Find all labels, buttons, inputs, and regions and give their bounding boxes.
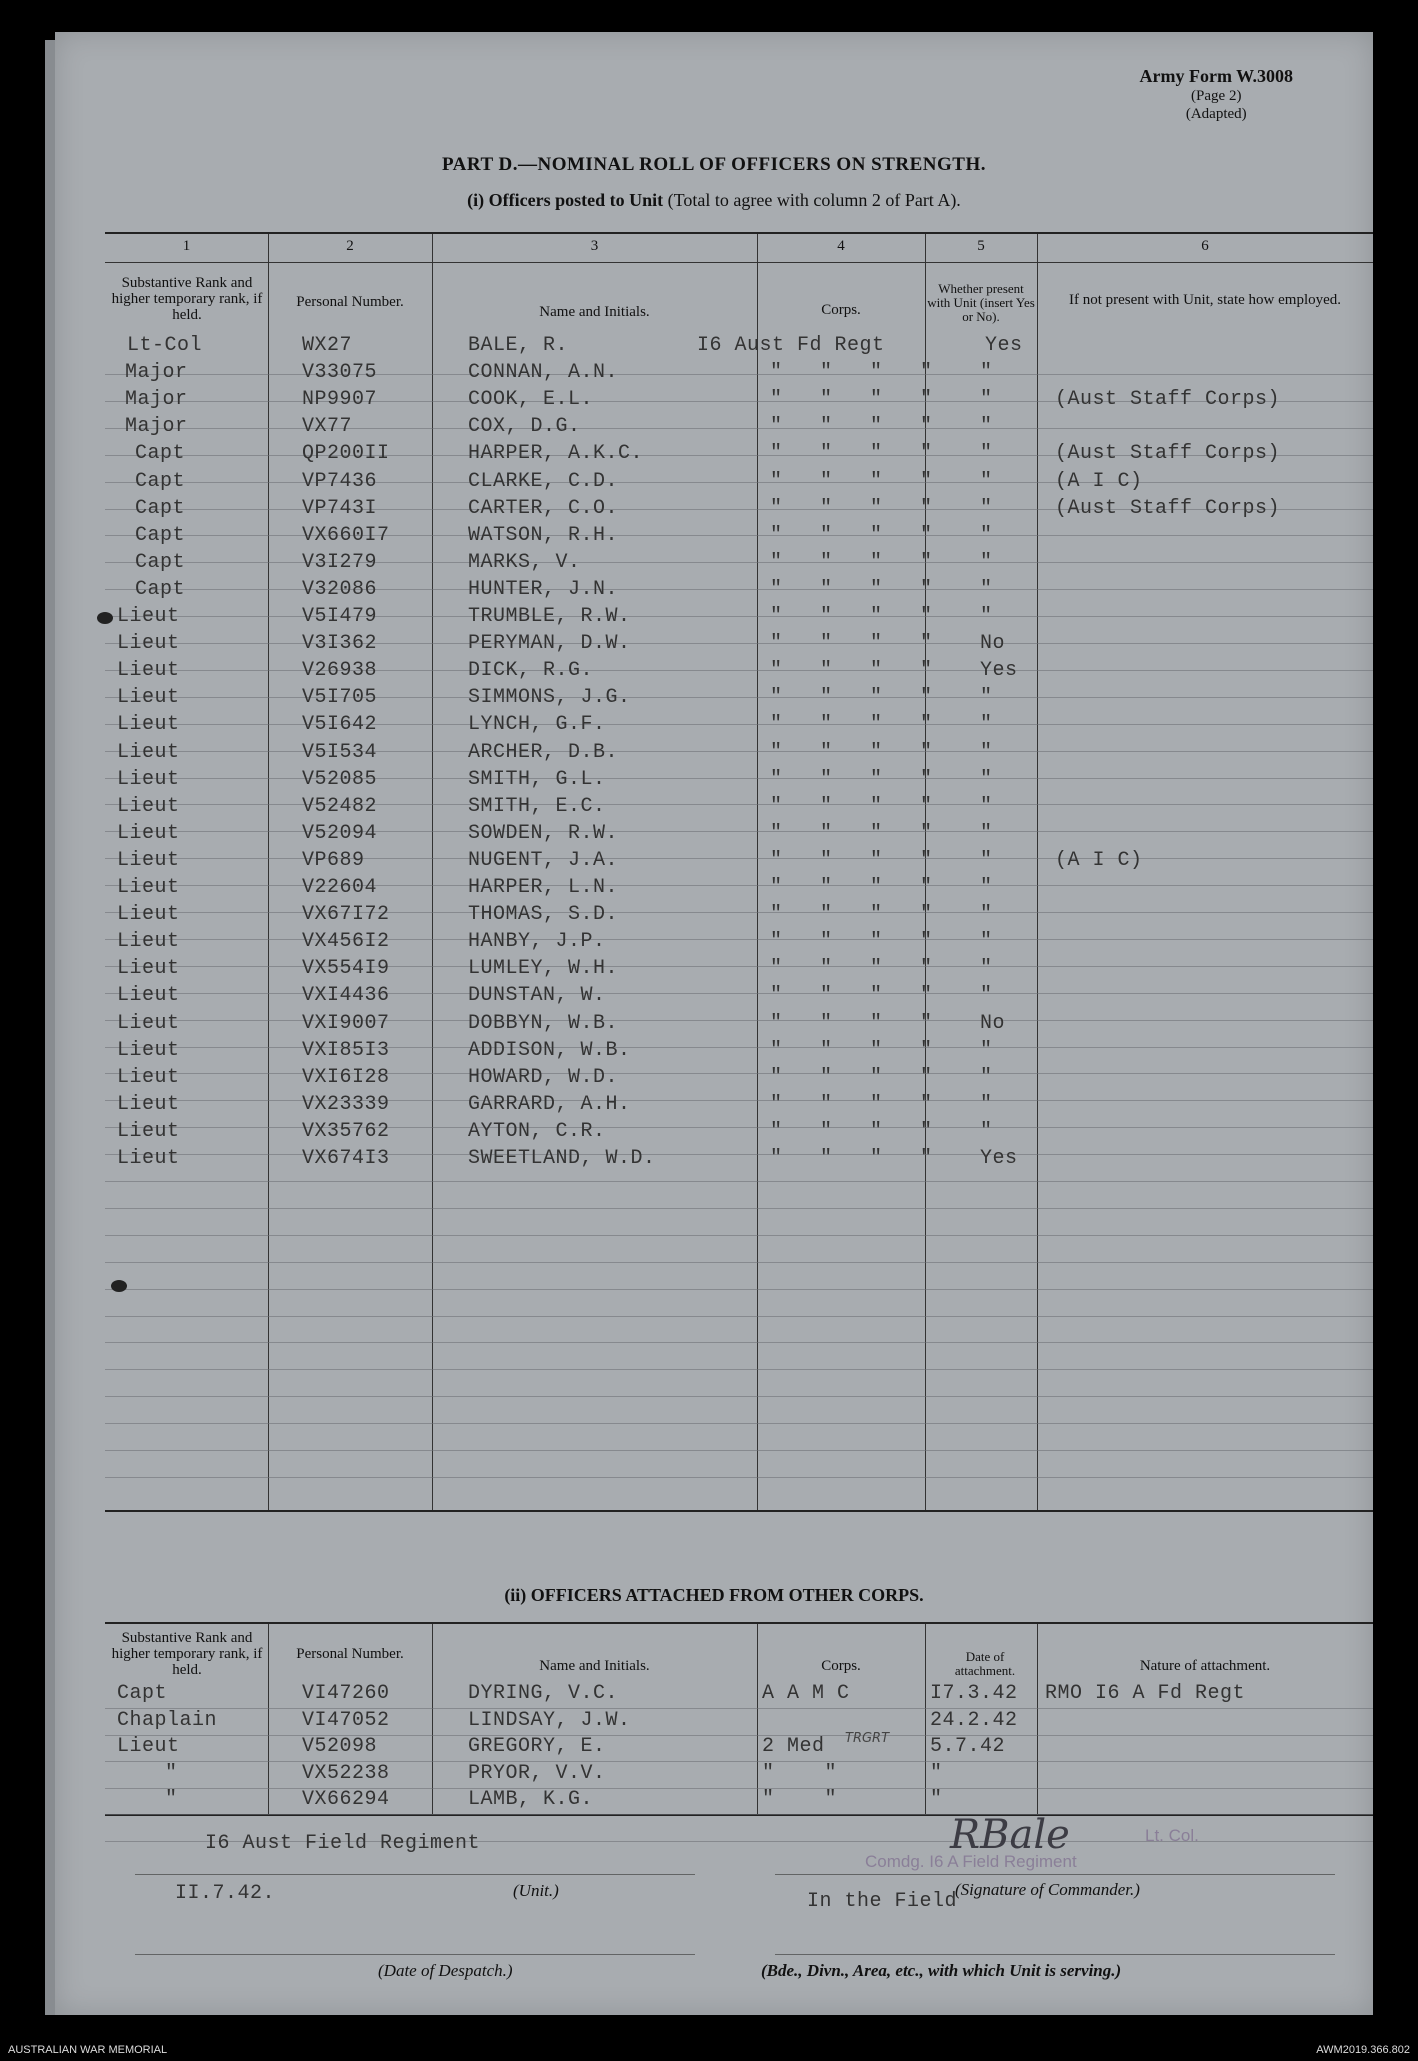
table1-row-rule	[105, 1181, 1373, 1182]
table1-col-divider	[268, 234, 269, 1510]
officer-corps: " " " "	[770, 442, 933, 466]
attached-rank: Capt	[117, 1682, 168, 1705]
table2-row-rule	[105, 1708, 1373, 1709]
officer-number: VP689	[302, 848, 365, 872]
officer-present: "	[980, 686, 993, 710]
col-head-present: Whether present with Unit (insert Yes or No).	[927, 281, 1035, 324]
table2-row-rule	[105, 1788, 1373, 1789]
attached-rank: Lieut	[117, 1735, 180, 1758]
table2-row-rule	[105, 1735, 1373, 1736]
table2-row-rule	[105, 1814, 1373, 1815]
officer-corps: " " " "	[770, 767, 933, 791]
officer-number: V5I705	[302, 686, 378, 710]
officer-corps: " " " "	[770, 388, 933, 412]
table1-col-divider	[757, 234, 758, 1510]
officer-present: "	[980, 361, 993, 385]
officer-employment-note: (A I C)	[1055, 469, 1143, 493]
table2-col-divider	[432, 1624, 433, 1814]
officer-name: PERYMAN, D.W.	[468, 632, 631, 656]
officer-name: SWEETLAND, W.D.	[468, 1147, 656, 1170]
officer-name: COX, D.G.	[468, 415, 581, 439]
officer-present: "	[980, 1065, 993, 1089]
table1-row-rule	[105, 562, 1373, 563]
table1-row-rule	[105, 697, 1373, 698]
officer-name: NUGENT, J.A.	[468, 848, 619, 872]
officer-number: VX77	[302, 415, 353, 439]
table1-row-rule	[105, 1020, 1373, 1021]
officer-number: VXI9007	[302, 1011, 390, 1035]
officer-rank: Lieut	[117, 794, 180, 818]
officer-rank: Lieut	[117, 767, 180, 791]
officer-rank: Lieut	[117, 1147, 180, 1170]
table1-col-divider	[432, 234, 433, 1510]
officer-number: VX67I72	[302, 903, 390, 927]
officer-present: "	[980, 876, 993, 899]
table1-row-rule	[105, 428, 1373, 429]
officer-present: "	[980, 957, 993, 981]
table1-row-rule	[105, 482, 1373, 483]
officer-present: No	[980, 1011, 1006, 1035]
officer-number: VP743I	[302, 496, 378, 520]
officer-rank: Lieut	[117, 1092, 180, 1116]
officer-present: "	[980, 821, 993, 845]
table2-col-divider	[925, 1624, 926, 1814]
table1-row-rule	[105, 1127, 1373, 1128]
attached-date: 24.2.42	[930, 1708, 1018, 1732]
attached-rank: "	[165, 1761, 178, 1785]
officer-number: V26938	[302, 659, 378, 683]
table1-row-rule	[105, 804, 1373, 805]
table1-row-rule	[105, 1100, 1373, 1101]
officer-present: "	[980, 794, 993, 818]
form-adapted: (Adapted)	[1185, 106, 1247, 122]
attached-name: PRYOR, V.V.	[468, 1761, 606, 1785]
officer-name: SIMMONS, J.G.	[468, 686, 631, 710]
officer-corps: " " " "	[770, 984, 933, 1008]
officer-name: THOMAS, S.D.	[468, 903, 619, 927]
officer-corps: " " " "	[770, 577, 933, 601]
officer-present: "	[980, 1038, 993, 1062]
officer-name: HOWARD, W.D.	[468, 1065, 619, 1089]
officer-corps: " " " "	[770, 957, 933, 981]
attached-number: V52098	[302, 1735, 378, 1758]
attached-date: "	[930, 1788, 943, 1811]
table1-row-rule	[105, 751, 1373, 752]
officer-present: "	[980, 496, 993, 520]
col-number-5: 5	[977, 238, 985, 254]
officer-corps: " " " "	[770, 523, 933, 547]
officer-present: "	[980, 550, 993, 574]
table1-row-rule	[105, 670, 1373, 671]
stamp-rank: Lt. Col.	[1145, 1826, 1199, 1845]
officer-name: DICK, R.G.	[468, 659, 594, 683]
officer-name: HARPER, A.K.C.	[468, 442, 644, 466]
officer-rank: Lieut	[117, 957, 180, 981]
officer-number: V5I479	[302, 605, 378, 628]
officer-corps: " " " "	[770, 713, 933, 737]
attached-corps: 2 Med	[762, 1735, 825, 1758]
table1-row-rule	[105, 831, 1373, 832]
officer-present: Yes	[980, 1147, 1018, 1170]
officer-present: "	[980, 930, 993, 954]
officer-rank: Capt	[135, 550, 186, 574]
officer-name: SMITH, G.L.	[468, 767, 606, 791]
officer-name: ADDISON, W.B.	[468, 1038, 631, 1062]
page-title: PART D.—NOMINAL ROLL OF OFFICERS ON STRENGTH.	[441, 154, 987, 175]
officer-name: MARKS, V.	[468, 550, 581, 574]
officer-corps: " " " "	[770, 794, 933, 818]
corps-handwritten-note: TRGRT	[845, 1731, 890, 1746]
officer-rank: Lieut	[117, 848, 180, 872]
table1-row-rule	[105, 1450, 1373, 1451]
unit-value: I6 Aust Field Regiment	[205, 1832, 481, 1855]
officer-present: "	[980, 415, 993, 439]
officer-corps: " " " "	[770, 848, 933, 872]
officer-number: V52482	[302, 794, 378, 818]
date-value: II.7.42.	[175, 1882, 276, 1905]
t2-head-rank: Substantive Rank and higher temporary rank, if held.	[111, 1630, 263, 1678]
credit-right: AWM2019.366.802	[1316, 2044, 1410, 2056]
col-head-name: Name and Initials.	[539, 304, 650, 320]
attached-corps: " "	[762, 1761, 838, 1785]
attached-rank: Chaplain	[117, 1708, 218, 1732]
col-head-employed: If not present with Unit, state how employed.	[1068, 292, 1342, 308]
location-underline	[775, 1954, 1335, 1955]
officer-corps: " " " "	[770, 1147, 933, 1170]
officer-rank: Major	[125, 361, 188, 385]
officer-corps: " " " "	[770, 740, 933, 764]
officer-name: HANBY, J.P.	[468, 930, 606, 954]
officer-present: "	[980, 903, 993, 927]
officer-number: V5I534	[302, 740, 378, 764]
officer-name: AYTON, C.R.	[468, 1119, 606, 1143]
table2-col-divider	[1037, 1624, 1038, 1814]
attached-corps: " "	[762, 1788, 838, 1811]
table1-row-rule	[105, 1289, 1373, 1290]
officer-rank: Capt	[135, 577, 186, 601]
officer-number: VXI4436	[302, 984, 390, 1008]
section-subtitle	[55, 190, 1373, 211]
officer-present: "	[980, 523, 993, 547]
table2-col-divider	[757, 1624, 758, 1814]
table1-row-rule	[105, 993, 1373, 994]
officer-number: VX674I3	[302, 1147, 390, 1170]
officer-rank: Lieut	[117, 1011, 180, 1035]
officer-name: BALE, R.	[468, 334, 569, 357]
officer-name: GARRARD, A.H.	[468, 1092, 631, 1116]
col-head-corps: Corps.	[821, 302, 861, 318]
officer-corps: " " " "	[770, 1065, 933, 1089]
t2-head-corps: Corps.	[821, 1658, 861, 1674]
officer-corps: " " " "	[770, 659, 933, 683]
table1-col-divider	[1037, 234, 1038, 1510]
table1-row-rule	[105, 724, 1373, 725]
subtitle-bold: (i) Officers posted to Unit	[467, 190, 664, 210]
officer-rank: Capt	[135, 469, 186, 493]
officer-number: VX456I2	[302, 930, 390, 954]
table1-row-rule	[105, 643, 1373, 644]
attached-name: LINDSAY, J.W.	[468, 1708, 631, 1732]
punch-hole	[97, 612, 113, 624]
officer-number: VXI85I3	[302, 1038, 390, 1062]
officer-present: "	[980, 767, 993, 791]
officer-number: V3I279	[302, 550, 378, 574]
t2-head-name: Name and Initials.	[539, 1658, 650, 1674]
table1-row-rule	[105, 1073, 1373, 1074]
commander-signature: RBale	[950, 1812, 1070, 1858]
t2-head-personal: Personal Number.	[296, 1646, 404, 1662]
officer-name: DOBBYN, W.B.	[468, 1011, 619, 1035]
officer-rank: Lieut	[117, 740, 180, 764]
officer-name: TRUMBLE, R.W.	[468, 605, 631, 628]
officer-number: VX554I9	[302, 957, 390, 981]
officer-employment-note: (Aust Staff Corps)	[1055, 388, 1281, 412]
table1-row-rule	[105, 1316, 1373, 1317]
officer-present: No	[980, 632, 1006, 656]
table1-row-rule	[105, 1208, 1373, 1209]
officer-corps: " " " "	[770, 469, 933, 493]
location-value: In the Field	[807, 1890, 958, 1913]
officer-rank: Lieut	[117, 984, 180, 1008]
table1-row-rule	[105, 1477, 1373, 1478]
officer-corps: " " " "	[770, 903, 933, 927]
officer-present: "	[980, 984, 993, 1008]
officer-rank: Capt	[135, 523, 186, 547]
officer-corps: " " " "	[770, 415, 933, 439]
officer-number: VXI6I28	[302, 1065, 390, 1089]
table1-top-border	[105, 232, 1373, 234]
table1-row-rule	[105, 1047, 1373, 1048]
stamp-command-line: Comdg. I6 A Field Regiment	[865, 1852, 1077, 1871]
officer-employment-note: (A I C)	[1055, 848, 1143, 872]
officer-corps: " " " "	[770, 686, 933, 710]
table2-top-border	[105, 1622, 1373, 1624]
officer-number: V32086	[302, 577, 378, 601]
officer-number: V52094	[302, 821, 378, 845]
signature-label: (Signature of Commander.)	[955, 1880, 1140, 1899]
officer-number: V33075	[302, 361, 378, 385]
officer-name: HARPER, L.N.	[468, 876, 619, 899]
officer-corps: " " " "	[770, 930, 933, 954]
officer-name: SOWDEN, R.W.	[468, 821, 619, 845]
t2-head-date: Date of attachment.	[954, 1649, 1016, 1678]
subtitle-rest: (Total to agree with column 2 of Part A).	[663, 190, 961, 210]
officer-present: "	[980, 848, 993, 872]
unit-underline	[135, 1874, 695, 1875]
officer-name: CARTER, C.O.	[468, 496, 619, 520]
table1-row-rule	[105, 912, 1373, 913]
officer-rank: Lieut	[117, 713, 180, 737]
officer-name: LYNCH, G.F.	[468, 713, 606, 737]
officer-rank: Lieut	[117, 930, 180, 954]
officer-name: HUNTER, J.N.	[468, 577, 619, 601]
date-label: (Date of Despatch.)	[378, 1961, 513, 1980]
officer-present: Yes	[980, 659, 1018, 683]
officer-corps: " " " "	[770, 496, 933, 520]
officer-rank: Major	[125, 388, 188, 412]
officer-present: Yes	[985, 334, 1023, 357]
table1-row-rule	[105, 1235, 1373, 1236]
attached-number: VX52238	[302, 1761, 390, 1785]
section2-title: (ii) OFFICERS ATTACHED FROM OTHER CORPS.	[504, 1585, 924, 1605]
officer-rank: Lt-Col	[127, 334, 203, 357]
officer-present: "	[980, 713, 993, 737]
date-underline	[135, 1954, 695, 1955]
table1-row-rule	[105, 1423, 1373, 1424]
col-head-personal: Personal Number.	[296, 294, 404, 310]
officer-name: WATSON, R.H.	[468, 523, 619, 547]
attached-rank: "	[165, 1788, 178, 1811]
table1-bottom-border	[105, 1510, 1373, 1512]
location-label: (Bde., Divn., Area, etc., with which Unit is serving.)	[761, 1961, 1122, 1980]
officer-name: DUNSTAN, W.	[468, 984, 606, 1008]
officer-number: VP7436	[302, 469, 378, 493]
attachment-nature: RMO I6 A Fd Regt	[1045, 1682, 1246, 1705]
attached-number: VX66294	[302, 1788, 390, 1811]
officer-rank: Lieut	[117, 632, 180, 656]
officer-employment-note: (Aust Staff Corps)	[1055, 496, 1281, 520]
officer-present: "	[980, 605, 993, 628]
officer-number: V3I362	[302, 632, 378, 656]
attached-date: 5.7.42	[930, 1735, 1006, 1758]
table1-row-rule	[105, 966, 1373, 967]
officer-rank: Lieut	[117, 1065, 180, 1089]
officer-name: SMITH, E.C.	[468, 794, 606, 818]
officer-rank: Lieut	[117, 605, 180, 628]
table1-row-rule	[105, 535, 1373, 536]
officer-number: V52085	[302, 767, 378, 791]
table2-col-divider	[268, 1624, 269, 1814]
table2-row-rule	[105, 1761, 1373, 1762]
table1-row-rule	[105, 778, 1373, 779]
officer-number: VX23339	[302, 1092, 390, 1116]
table1-row-rule	[105, 858, 1373, 859]
punch-hole	[111, 1280, 127, 1292]
attached-corps: A A M C	[762, 1682, 850, 1705]
table1-number-rule	[105, 262, 1373, 263]
officer-corps: " " " "	[770, 632, 933, 656]
officer-corps: I6 Aust Fd Regt	[697, 334, 885, 357]
table1-row-rule	[105, 1369, 1373, 1370]
col-number-1: 1	[182, 238, 191, 254]
officer-number: V22604	[302, 876, 378, 899]
table1-row-rule	[105, 939, 1373, 940]
officer-number: WX27	[302, 334, 353, 357]
officer-number: V5I642	[302, 713, 378, 737]
unit-label: (Unit.)	[513, 1881, 559, 1900]
officer-present: "	[980, 1092, 993, 1116]
attached-date: I7.3.42	[930, 1682, 1018, 1705]
officer-corps: " " " "	[770, 550, 933, 574]
officer-number: VX35762	[302, 1119, 390, 1143]
officer-corps: " " " "	[770, 821, 933, 845]
officer-name: CLARKE, C.D.	[468, 469, 619, 493]
attached-name: DYRING, V.C.	[468, 1682, 619, 1705]
officer-corps: " " " "	[770, 1092, 933, 1116]
officer-name: COOK, E.L.	[468, 388, 594, 412]
officer-present: "	[980, 577, 993, 601]
table1-row-rule	[105, 616, 1373, 617]
credit-left: AUSTRALIAN WAR MEMORIAL	[8, 2044, 168, 2056]
officer-name: LUMLEY, W.H.	[468, 957, 619, 981]
officer-rank: Major	[125, 415, 188, 439]
table1-row-rule	[105, 885, 1373, 886]
officer-corps: " " " "	[770, 361, 933, 385]
officer-corps: " " " "	[770, 1119, 933, 1143]
table1-row-rule	[105, 1262, 1373, 1263]
table1-row-rule	[105, 1154, 1373, 1155]
officer-number: NP9907	[302, 388, 378, 412]
col-number-3: 3	[590, 238, 599, 254]
officer-rank: Capt	[135, 496, 186, 520]
table1-row-rule	[105, 1396, 1373, 1397]
officer-present: "	[980, 442, 993, 466]
officer-corps: " " " "	[770, 605, 933, 628]
officer-name: ARCHER, D.B.	[468, 740, 619, 764]
officer-rank: Lieut	[117, 1119, 180, 1143]
attached-date: "	[930, 1761, 943, 1785]
officer-rank: Capt	[135, 442, 186, 466]
col-number-6: 6	[1201, 238, 1209, 254]
officer-rank: Lieut	[117, 1038, 180, 1062]
officer-corps: " " " "	[770, 1038, 933, 1062]
table1-row-rule	[105, 589, 1373, 590]
officer-number: QP200II	[302, 442, 390, 466]
officer-number: VX660I7	[302, 523, 390, 547]
officer-present: "	[980, 469, 993, 493]
attached-name: GREGORY, E.	[468, 1735, 606, 1758]
officer-present: "	[980, 740, 993, 764]
col-number-2: 2	[346, 238, 354, 254]
signature-underline	[775, 1874, 1335, 1875]
t2-head-nature: Nature of attachment.	[1139, 1658, 1271, 1674]
attached-name: LAMB, K.G.	[468, 1788, 594, 1811]
officer-rank: Lieut	[117, 821, 180, 845]
table1-row-rule	[105, 1342, 1373, 1343]
officer-present: "	[980, 388, 993, 412]
officer-present: "	[980, 1119, 993, 1143]
col-number-4: 4	[837, 238, 845, 254]
officer-corps: " " " "	[770, 1011, 933, 1035]
col-head-rank: Substantive Rank and higher temporary rank, if held.	[111, 275, 263, 323]
officer-rank: Lieut	[117, 686, 180, 710]
form-identifier	[1140, 66, 1293, 123]
officer-employment-note: (Aust Staff Corps)	[1055, 442, 1281, 466]
officer-name: CONNAN, A.N.	[468, 361, 619, 385]
officer-rank: Lieut	[117, 659, 180, 683]
attached-number: VI47052	[302, 1708, 390, 1732]
form-sheet	[55, 32, 1373, 2015]
table1-row-rule	[105, 374, 1373, 375]
officer-rank: Lieut	[117, 876, 180, 899]
attached-number: VI47260	[302, 1682, 390, 1705]
officer-rank: Lieut	[117, 903, 180, 927]
officer-corps: " " " "	[770, 876, 933, 899]
form-name: Army Form W.3008	[1139, 66, 1293, 86]
form-page: (Page 2)	[1191, 88, 1242, 104]
